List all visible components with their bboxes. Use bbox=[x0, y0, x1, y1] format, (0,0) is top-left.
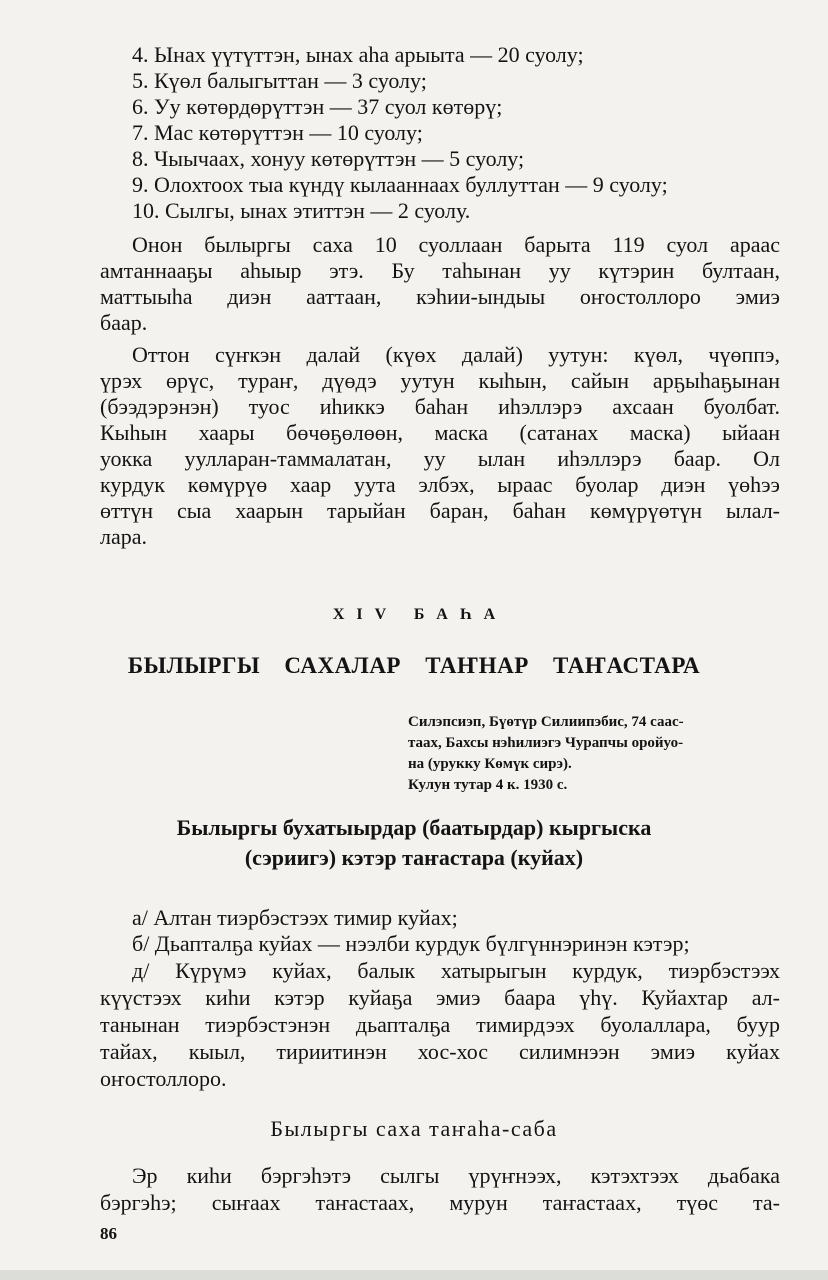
paragraph-line: Кыһын хаары бөчөҕөлөөн, маска (сатанах маска) ыйаан bbox=[100, 420, 780, 445]
paragraph-line: амтаннааҕы аһыыр этэ. Бу таһынан уу күтэрин бултаан, bbox=[100, 258, 780, 283]
paragraph-line: лара. bbox=[100, 524, 148, 549]
page-number: 86 bbox=[100, 1224, 117, 1243]
paragraph-line: Эр киһи бэргэһэтэ сылгы үрүҥнээх, кэтэхтээх дьабака bbox=[132, 1163, 780, 1188]
paragraph-line: (бээдэрэнэн) туос иһиккэ баһан иһэллэрэ ахсаан буолбат. bbox=[100, 394, 780, 419]
section-title: Былыргы бухатыырдар (баатырдар) кыргыска bbox=[176, 815, 652, 840]
paragraph-line: Онон былыргы саха 10 суоллаан барыта 119 суол араас bbox=[132, 232, 780, 257]
page-bottom-edge bbox=[0, 1270, 828, 1280]
list-item: д/ Күрүмэ куйах, балык хатырыгын курдук, тиэрбэстээх bbox=[132, 958, 780, 983]
source-note-line: таах, Бахсы нэһилиэгэ Чурапчы оройуо- bbox=[408, 735, 684, 751]
paragraph-line: оҥостоллоро. bbox=[100, 1066, 227, 1091]
list-item: 7. Мас көтөрүттэн — 10 суолу; bbox=[132, 120, 423, 145]
list-item: 8. Чыычаах, хонуу көтөрүттэн — 5 суолу; bbox=[132, 146, 525, 171]
paragraph-line: баар. bbox=[100, 310, 148, 335]
subheading: Былыргы саха таҥаһа-саба bbox=[270, 1116, 558, 1141]
list-item: 5. Күөл балыгыттан — 3 суолу; bbox=[132, 68, 427, 93]
list-item: б/ Дьапталҕа куйах — нээлби курдук бүлгүннэринэн кэтэр; bbox=[132, 931, 690, 956]
paragraph-line: танынан тиэрбэстэнэн дьапталҕа тимирдээх буолаллара, буур bbox=[100, 1012, 780, 1037]
list-item: 4. Ынах үүтүттэн, ынах аһа арыыта — 20 суолу; bbox=[132, 42, 584, 67]
source-note-line: Кулун тутар 4 к. 1930 с. bbox=[408, 777, 568, 793]
paragraph-line: маттыыһа диэн ааттаан, кэһии-ындыы оҥостоллоро эмиэ bbox=[100, 284, 780, 309]
paragraph-line: Оттон сүҥкэн далай (күөх далай) уутун: күөл, чүөппэ, bbox=[132, 342, 780, 367]
paragraph-line: уокка ууллаpан-таммалатан, уу ылан иһэллэрэ баар. Ол bbox=[100, 446, 780, 471]
source-note-line: Силэпсиэп, Бүөтүр Силиипэбис, 74 саас- bbox=[408, 714, 684, 730]
paragraph-line: курдук көмүрүө хаар уута элбэх, ыраас буолар диэн үөһээ bbox=[100, 472, 780, 497]
paragraph-line: бэргэһэ; сыҥаах таҥастаах, мурун таҥастаах, түөс та- bbox=[100, 1190, 780, 1215]
list-item: 10. Сылгы, ынах этиттэн — 2 суолу. bbox=[132, 198, 471, 223]
paragraph-line: тайах, кыыл, тириитинэн хос-хос силимнээн эмиэ куйах bbox=[100, 1039, 780, 1064]
list-item: а/ Алтан тиэрбэстээх тимир куйах; bbox=[132, 905, 458, 930]
chapter-title: БЫЛЫРГЫ САХАЛАР ТАҤНАР ТАҤАСТАРА bbox=[127, 653, 701, 678]
paragraph-line: үрэх өрүс, тураҥ, дүөдэ уутун кыһын, сайын арҕыһаҕынан bbox=[100, 368, 780, 393]
section-title: (сэриигэ) кэтэр таҥастара (куйах) bbox=[244, 845, 584, 870]
source-note-line: на (урукку Көмүк сирэ). bbox=[408, 756, 572, 772]
chapter-label: XIV БАҺА bbox=[332, 606, 508, 623]
paragraph-line: күүстээх киһи кэтэр куйаҕа эмиэ баара үһү. Куйахтар ал- bbox=[100, 985, 780, 1010]
paragraph-line: өттүн сыа хаарын тарыйан баран, баһан көмүрүөтүн ылал- bbox=[100, 498, 780, 523]
list-item: 9. Олохтоох тыа күндү кылааннаах буллуттан — 9 суолу; bbox=[132, 172, 668, 197]
list-item: 6. Уу көтөрдөрүттэн — 37 суол көтөрү; bbox=[132, 94, 503, 119]
